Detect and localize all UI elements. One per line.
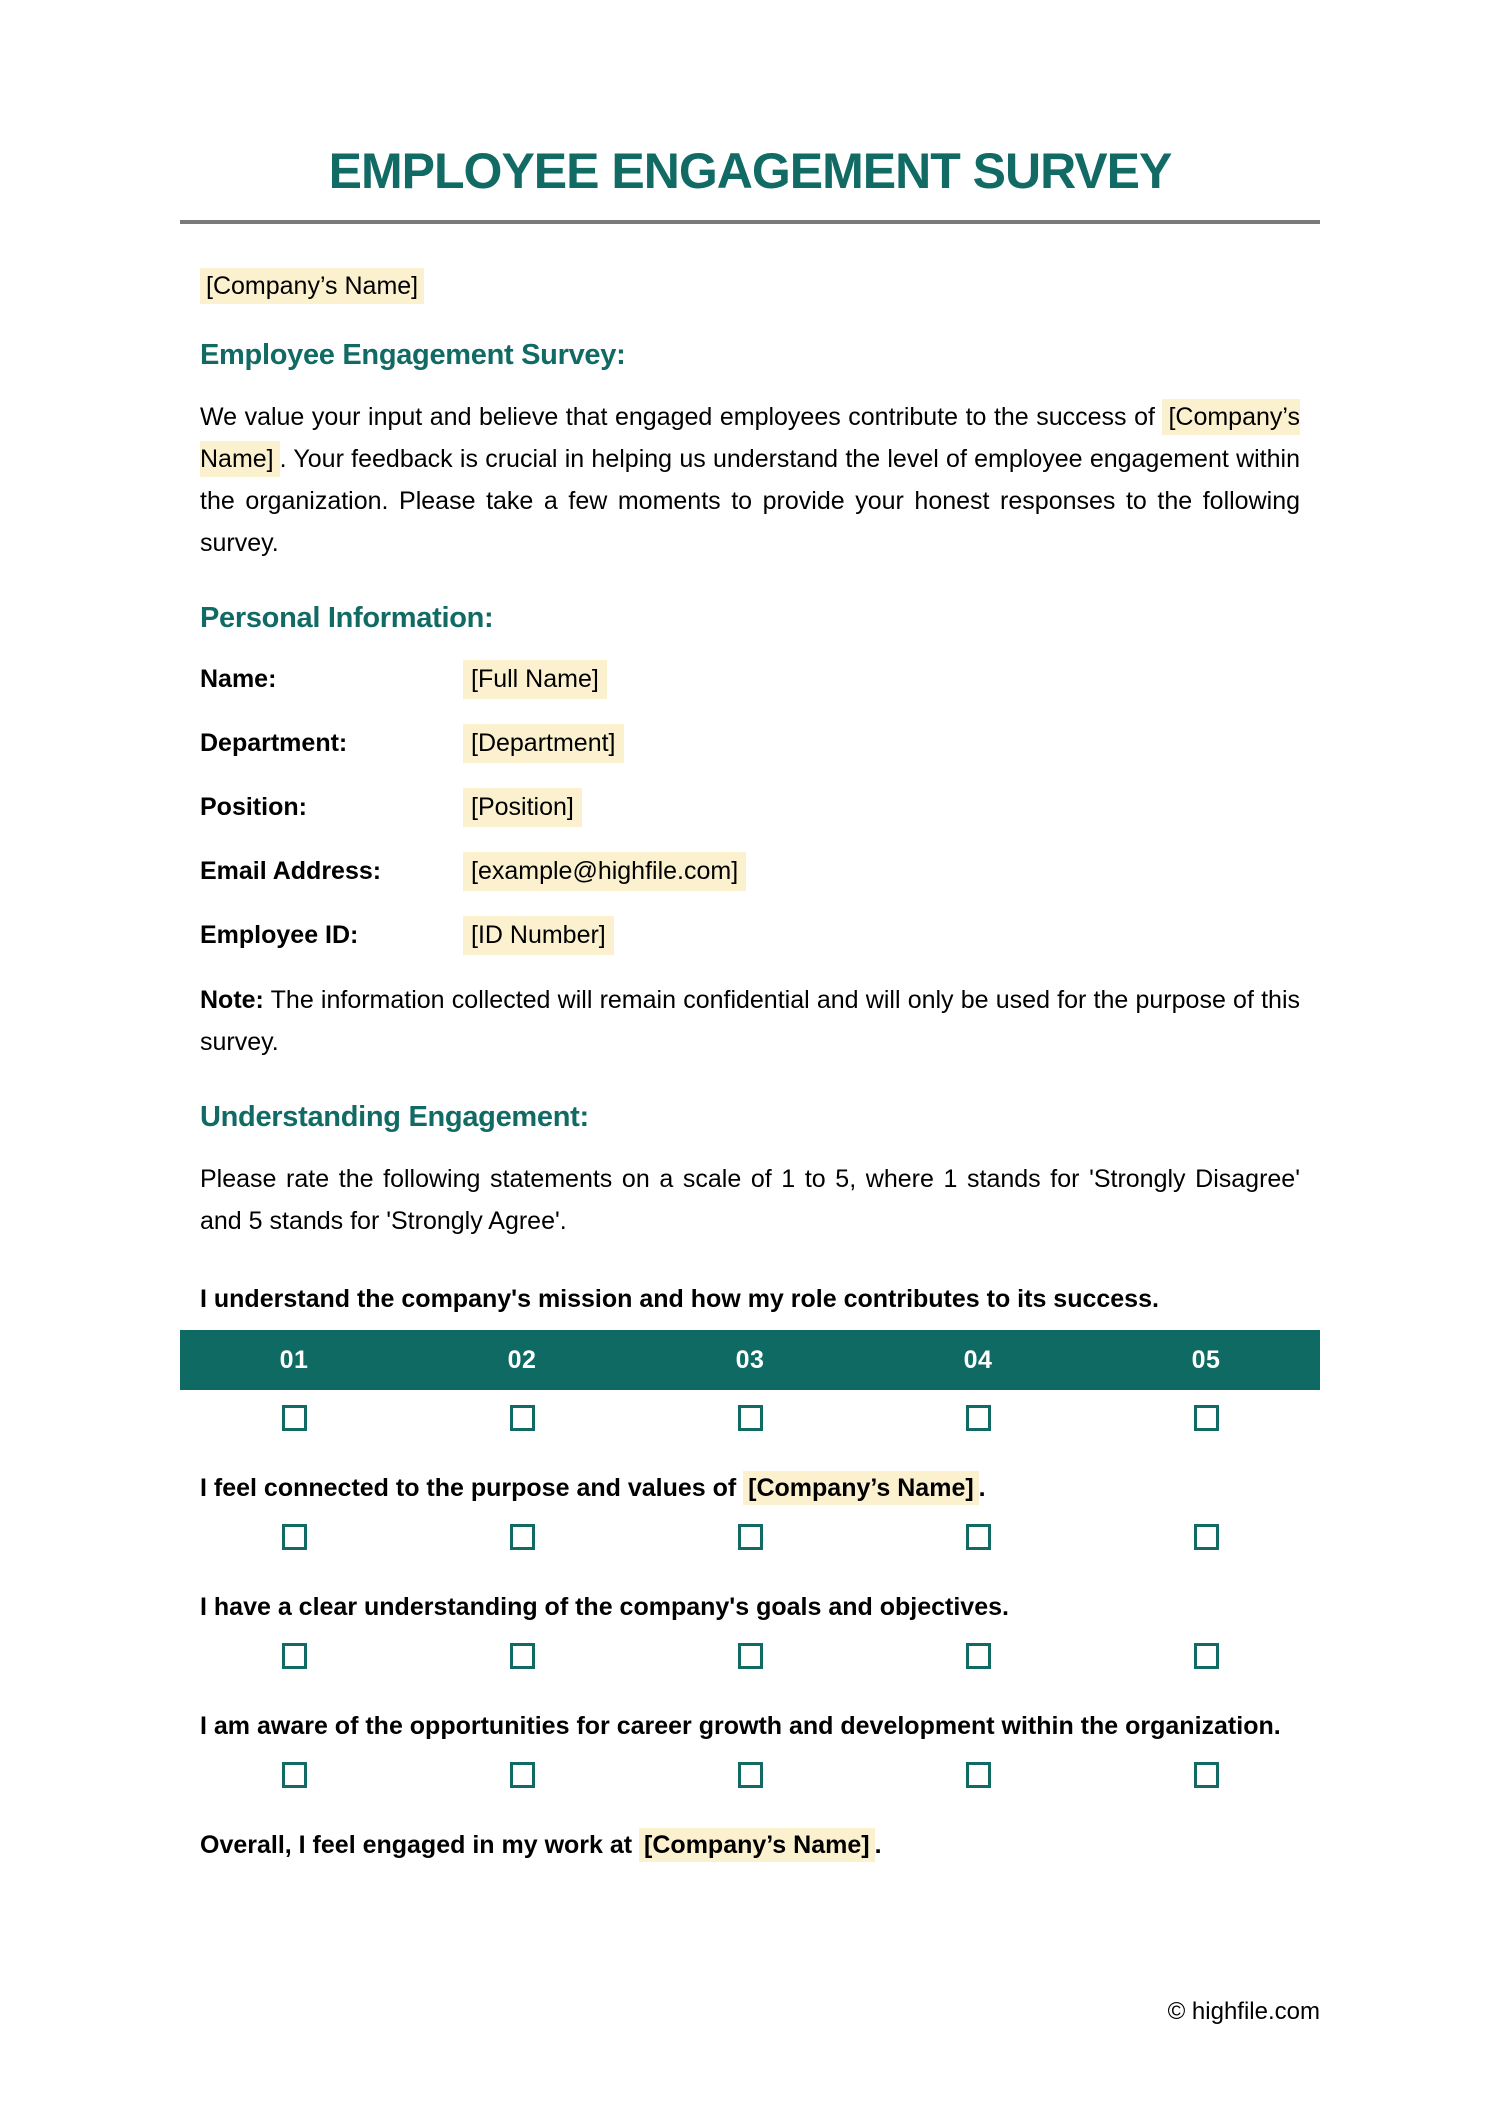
question-5-text: Overall, I feel engaged in my work at — [200, 1831, 640, 1859]
field-label-name: Name: — [200, 665, 277, 693]
rating-cell — [864, 1405, 1092, 1431]
rating-checkbox[interactable] — [966, 1524, 991, 1550]
question-5-period: . — [874, 1831, 882, 1859]
rating-cell — [180, 1643, 408, 1669]
question-5 — [200, 1824, 1300, 1866]
rating-cell — [180, 1405, 408, 1431]
note-label: Note: — [200, 986, 264, 1014]
field-value-position[interactable]: [Position] — [463, 788, 582, 827]
field-label-email: Email Address: — [200, 857, 382, 885]
field-row-name — [200, 660, 1300, 699]
rating-row-q3 — [180, 1643, 1320, 1669]
company-name-placeholder: [Company’s Name] — [743, 1471, 979, 1505]
field-value-department[interactable]: [Department] — [463, 724, 624, 763]
rating-cell — [636, 1762, 864, 1788]
page-title: EMPLOYEE ENGAGEMENT SURVEY — [328, 143, 1172, 199]
rating-checkbox[interactable] — [1194, 1643, 1219, 1669]
rating-checkbox[interactable] — [738, 1524, 763, 1550]
rating-checkbox[interactable] — [1194, 1524, 1219, 1550]
company-name-line — [200, 272, 1300, 301]
rating-cell — [864, 1762, 1092, 1788]
question-2-period: . — [978, 1474, 986, 1502]
scale-label-04: 04 — [963, 1345, 993, 1374]
rating-row-q2 — [180, 1524, 1320, 1550]
question-1: I understand the company's mission and how my role contributes to its success. — [200, 1285, 1159, 1313]
rating-row-q1 — [180, 1405, 1320, 1431]
question-3: I have a clear understanding of the company's goals and objectives. — [200, 1593, 1009, 1621]
heading-survey: Employee Engagement Survey: — [200, 339, 626, 371]
rating-cell — [1092, 1643, 1320, 1669]
rating-cell — [636, 1643, 864, 1669]
rating-cell — [408, 1405, 636, 1431]
rating-checkbox[interactable] — [966, 1405, 991, 1431]
field-value-employee-id[interactable]: [ID Number] — [463, 916, 614, 955]
company-name-placeholder: [Company’s Name] — [200, 399, 1300, 477]
field-label-position: Position: — [200, 793, 307, 821]
scale-label-01: 01 — [279, 1345, 309, 1374]
company-name-placeholder[interactable]: [Company’s Name] — [200, 268, 424, 304]
rating-checkbox[interactable] — [282, 1524, 307, 1550]
rating-checkbox[interactable] — [282, 1405, 307, 1431]
field-row-employee-id — [200, 916, 1300, 955]
intro-text-after: . Your feedback is crucial in helping us understand the level of employee engagement within the organization. Please take a few moments to provide your honest responses to the following survey. — [200, 445, 1300, 557]
rating-checkbox[interactable] — [282, 1762, 307, 1788]
rating-row-q4 — [180, 1762, 1320, 1788]
rating-cell — [1092, 1762, 1320, 1788]
rating-cell — [180, 1524, 408, 1550]
question-2-text: I feel connected to the purpose and values of — [200, 1474, 744, 1502]
heading-personal-info: Personal Information: — [200, 602, 494, 634]
title-divider — [180, 220, 1320, 224]
intro-text-before: We value your input and believe that engaged employees contribute to the success of — [200, 403, 1163, 431]
intro-paragraph — [200, 396, 1300, 564]
confidentiality-note — [200, 979, 1300, 1063]
rating-instructions: Please rate the following statements on a scale of 1 to 5, where 1 stands for 'Strongly Disagree' and 5 stands for 'Strongly Agree'. — [200, 1165, 1300, 1235]
rating-checkbox[interactable] — [510, 1524, 535, 1550]
document-content — [180, 272, 1320, 1866]
question-2 — [200, 1467, 1300, 1509]
copyright: © highfile.com — [1167, 1998, 1320, 2025]
rating-checkbox[interactable] — [1194, 1762, 1219, 1788]
field-label-employee-id: Employee ID: — [200, 921, 359, 949]
field-row-email — [200, 852, 1300, 891]
company-name-placeholder: [Company’s Name] — [639, 1828, 875, 1862]
rating-cell — [408, 1762, 636, 1788]
rating-cell — [1092, 1405, 1320, 1431]
rating-checkbox[interactable] — [966, 1762, 991, 1788]
rating-checkbox[interactable] — [282, 1643, 307, 1669]
rating-checkbox[interactable] — [738, 1643, 763, 1669]
rating-cell — [636, 1405, 864, 1431]
scale-label-02: 02 — [507, 1345, 537, 1374]
rating-checkbox[interactable] — [510, 1405, 535, 1431]
scale-label-05: 05 — [1191, 1345, 1221, 1374]
rating-cell — [408, 1643, 636, 1669]
rating-cell — [864, 1643, 1092, 1669]
rating-checkbox[interactable] — [1194, 1405, 1219, 1431]
rating-cell — [636, 1524, 864, 1550]
rating-scale-header — [180, 1330, 1320, 1390]
field-label-department: Department: — [200, 729, 348, 757]
rating-cell — [864, 1524, 1092, 1550]
question-4: I am aware of the opportunities for career growth and development within the organization. — [200, 1712, 1281, 1740]
note-text: The information collected will remain confidential and will only be used for the purpose of this survey. — [200, 986, 1300, 1056]
field-value-email[interactable]: [example@highfile.com] — [463, 852, 746, 891]
rating-checkbox[interactable] — [966, 1643, 991, 1669]
rating-cell — [1092, 1524, 1320, 1550]
rating-checkbox[interactable] — [510, 1643, 535, 1669]
rating-checkbox[interactable] — [738, 1405, 763, 1431]
rating-checkbox[interactable] — [510, 1762, 535, 1788]
rating-cell — [408, 1524, 636, 1550]
rating-cell — [180, 1762, 408, 1788]
field-value-name[interactable]: [Full Name] — [463, 660, 607, 699]
heading-understanding-engagement: Understanding Engagement: — [200, 1101, 589, 1133]
field-row-position — [200, 788, 1300, 827]
scale-label-03: 03 — [735, 1345, 765, 1374]
rating-checkbox[interactable] — [738, 1762, 763, 1788]
field-row-department — [200, 724, 1300, 763]
